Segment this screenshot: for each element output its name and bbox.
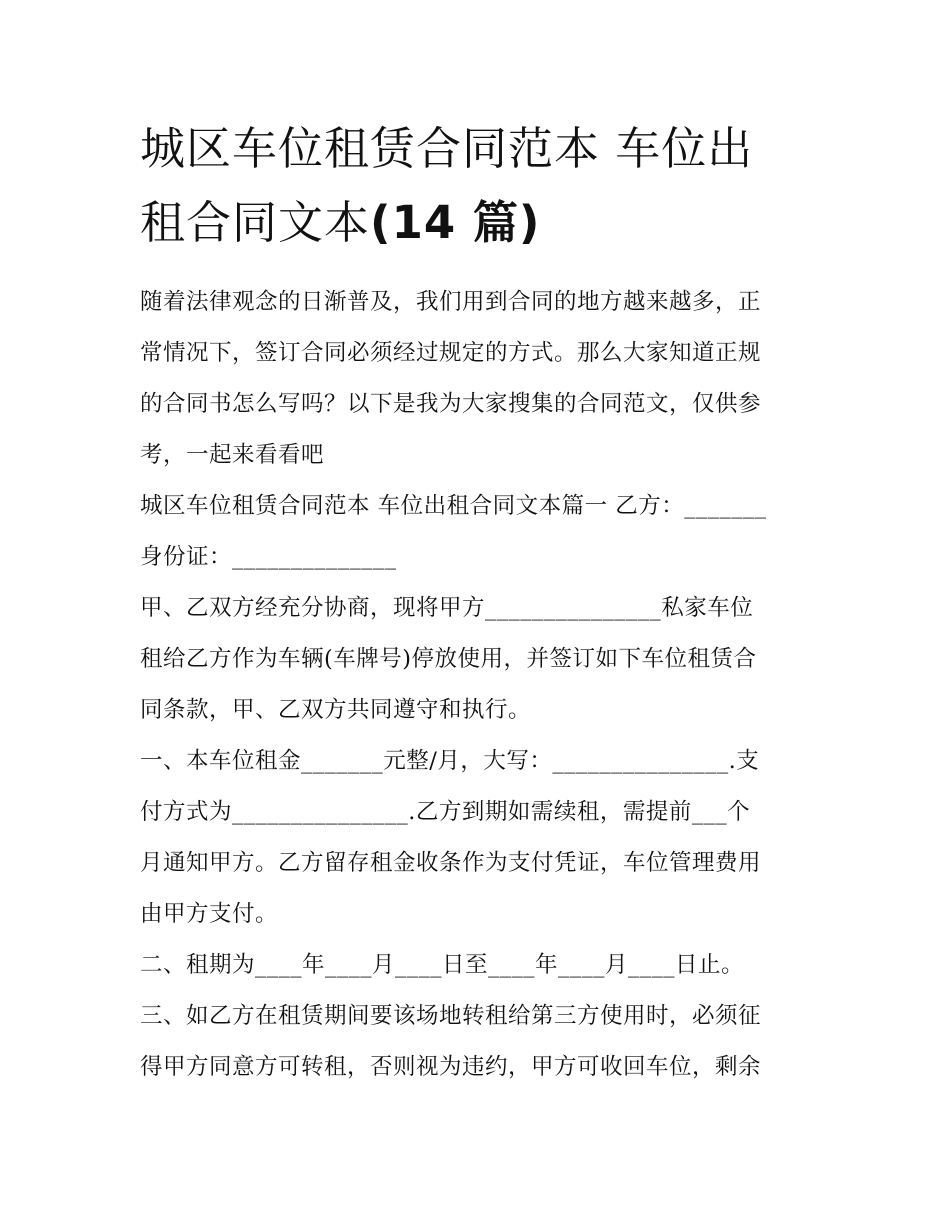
- paragraph-line: 月通知甲方。乙方留存租金收条作为支付凭证，车位管理费用: [140, 850, 762, 876]
- paragraph-line: 一、本车位租金_______元整/月，大写：_______________.支: [140, 748, 760, 774]
- title-line-1: 城区车位租赁合同范本 车位出: [140, 122, 754, 175]
- clause-1-paragraph: [140, 736, 820, 940]
- title-line-2-text: 租合同文本: [140, 196, 371, 249]
- intro-paragraph: [140, 277, 820, 481]
- paragraph-line: 付方式为_______________.乙方到期如需续租，需提前___个: [140, 799, 751, 825]
- paragraph-line: 二、租期为____年____月____日至____年____月____日止。: [140, 952, 745, 978]
- paragraph-line: 甲、乙双方经充分协商，现将甲方_______________私家车位: [140, 595, 754, 621]
- paragraph-line: 同条款，甲、乙双方共同遵守和执行。: [140, 697, 532, 723]
- paragraph-line: 身份证：______________: [140, 544, 397, 570]
- contract-header-paragraph: [140, 481, 820, 583]
- paragraph-line: 由甲方支付。: [140, 901, 279, 927]
- document-title: [140, 112, 820, 260]
- clause-3-paragraph: [140, 991, 820, 1093]
- paragraph-line: 得甲方同意方可转租，否则视为违约，甲方可收回车位，剩余: [140, 1054, 762, 1080]
- paragraph-line: 随着法律观念的日渐普及，我们用到合同的地方越来越多，正: [140, 289, 762, 315]
- agreement-paragraph: [140, 583, 820, 736]
- paragraph-line: 的合同书怎么写吗？以下是我为大家搜集的合同范文，仅供参: [140, 391, 762, 417]
- paragraph-line: 租给乙方作为车辆(车牌号)停放使用，并签订如下车位租赁合: [140, 646, 757, 672]
- paragraph-line: 考，一起来看看吧: [140, 442, 325, 468]
- paragraph-line: 三、如乙方在租赁期间要该场地转租给第三方使用时，必须征: [140, 1003, 762, 1029]
- paragraph-line: 常情况下，签订合同必须经过规定的方式。那么大家知道正规: [140, 340, 762, 366]
- clause-2-paragraph: [140, 940, 820, 991]
- paragraph-line: 城区车位租赁合同范本 车位出租合同文本篇一 乙方：_______: [140, 493, 767, 519]
- title-count: (14 篇): [370, 196, 541, 249]
- title-line-2: [140, 186, 820, 260]
- document-body: [140, 277, 820, 1093]
